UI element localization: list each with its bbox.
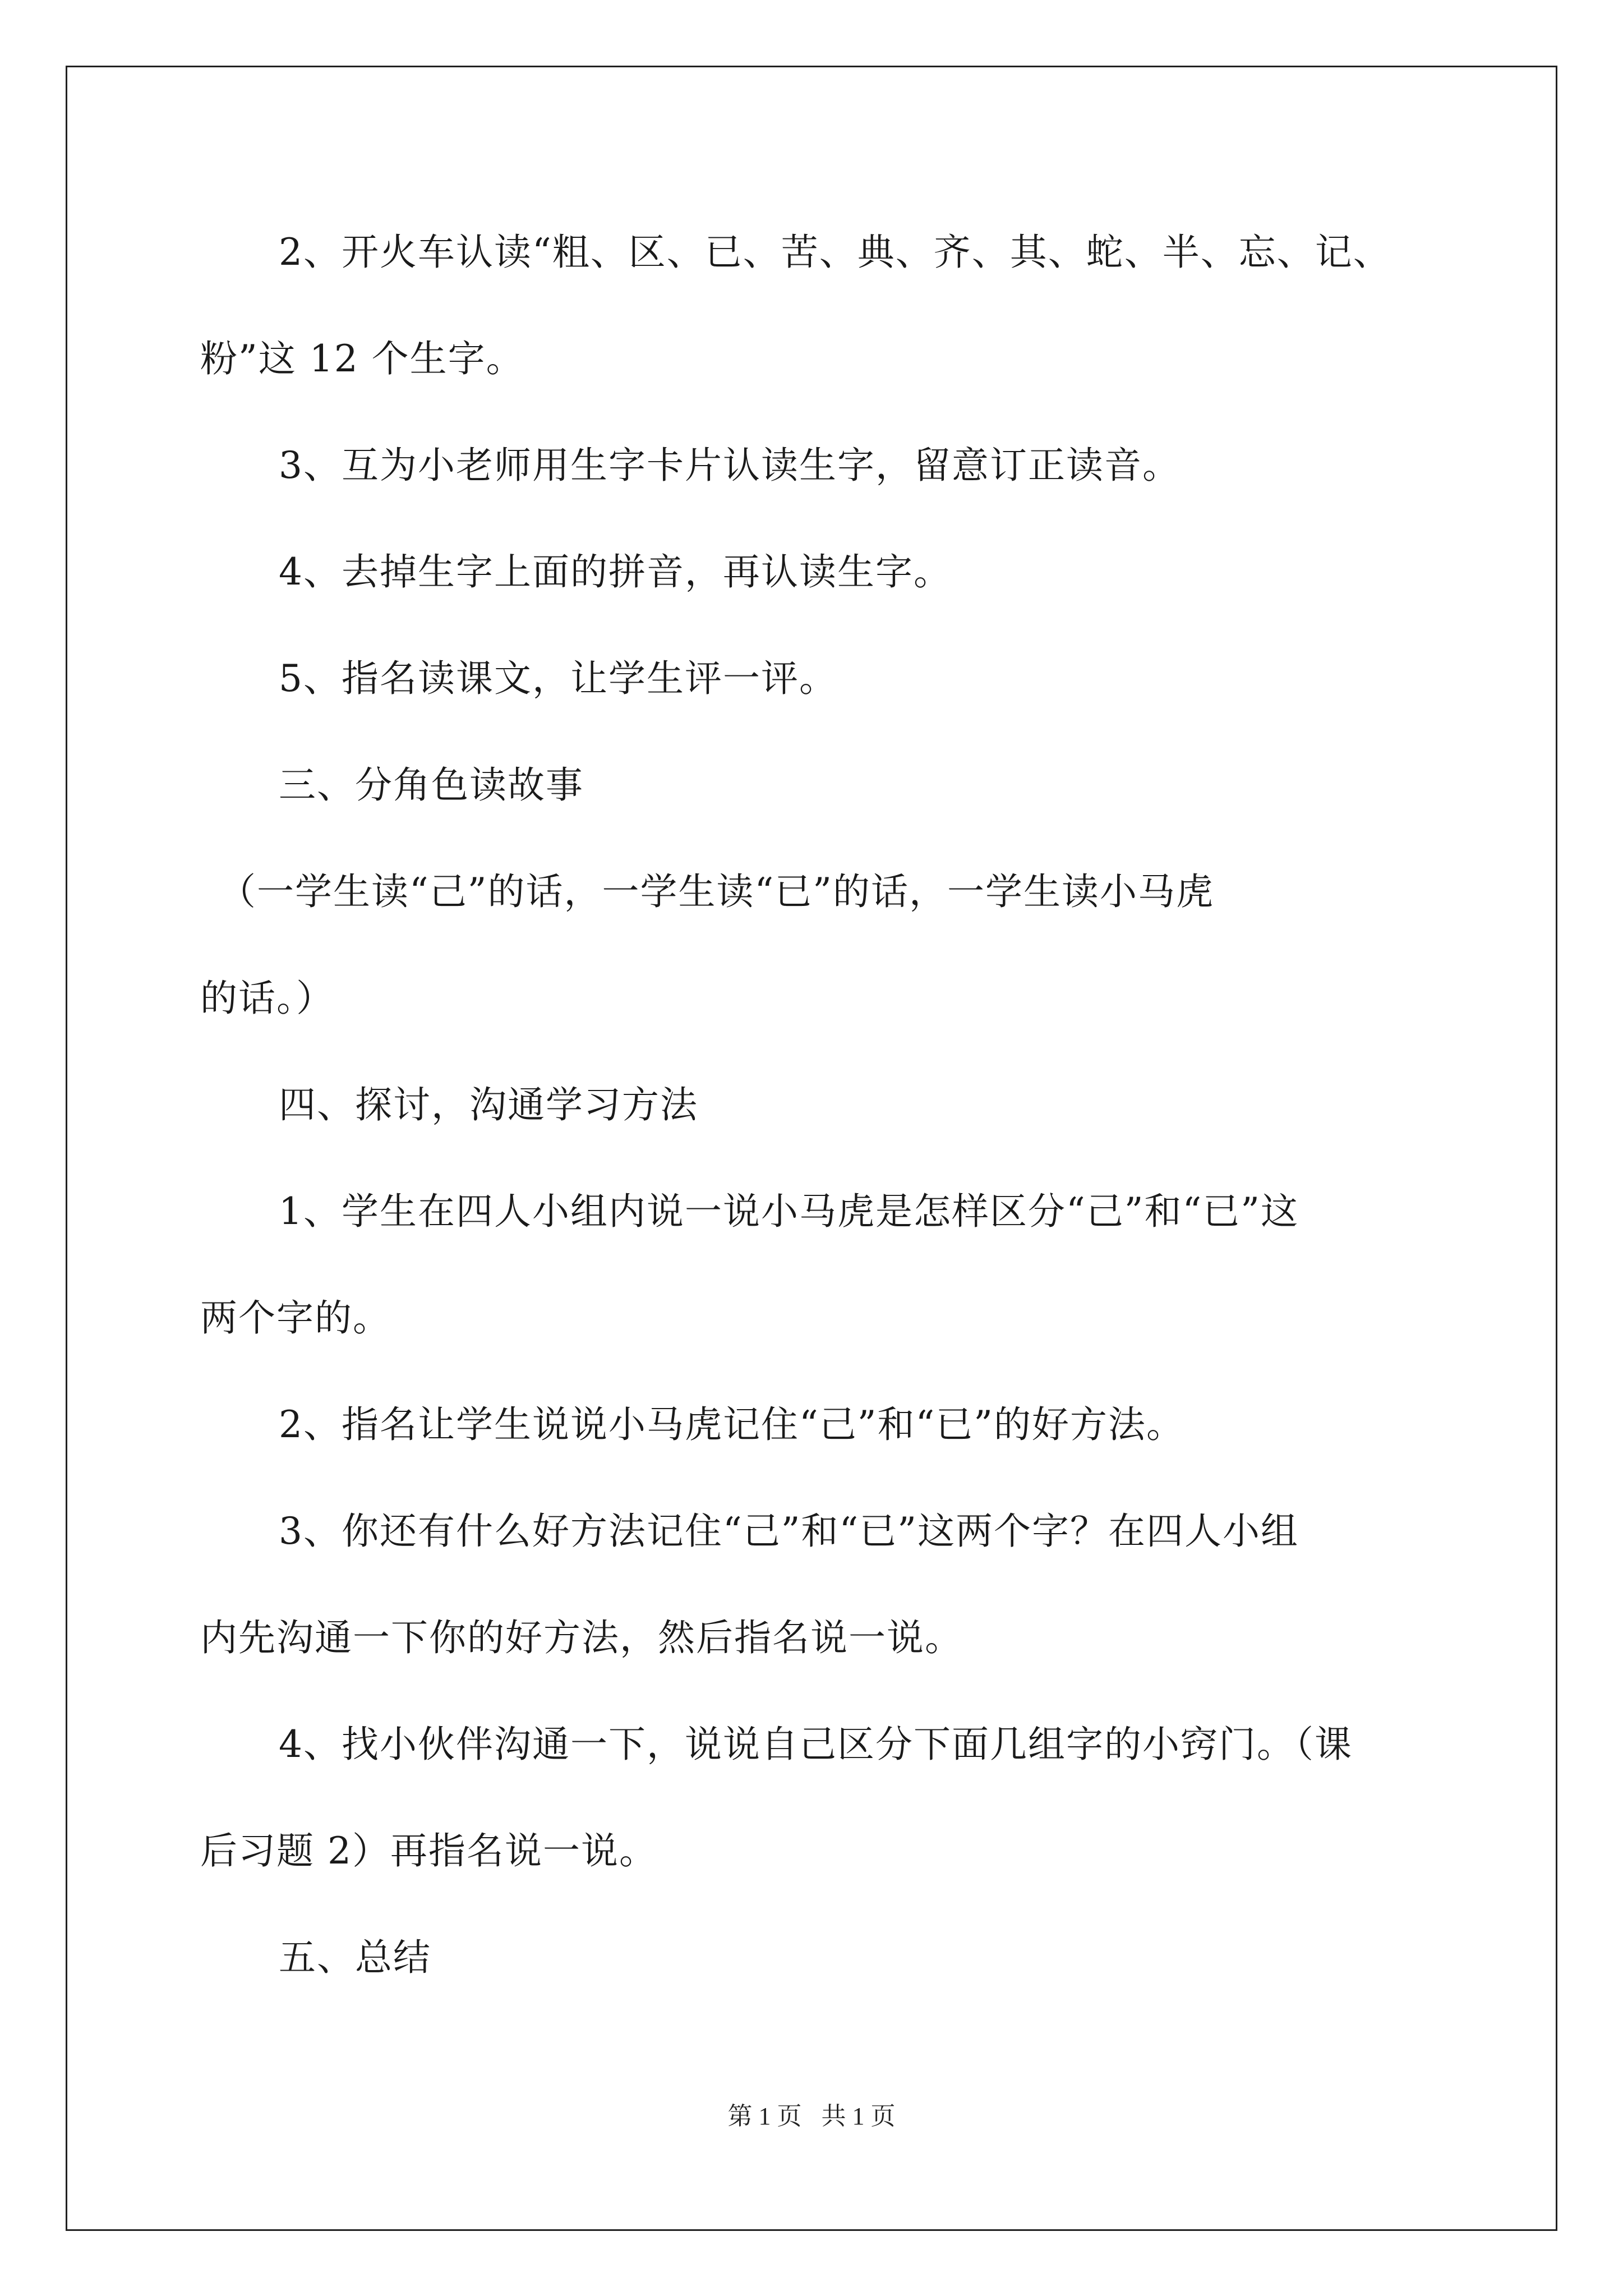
text-line: 的话。） — [200, 977, 334, 1020]
text-line: 2、开火车认读“粗、区、已、苦、典、齐、其、蛇、半、忘、记、 — [279, 231, 1391, 274]
text-line: 后习题 2）再指名说一说。 — [200, 1829, 657, 1872]
section-heading: 四、探讨，沟通学习方法 — [279, 1083, 698, 1126]
text-line: 5、指名读课文，让学生评一评。 — [279, 657, 837, 700]
text-line: 两个字的。 — [200, 1296, 391, 1340]
text-line: 4、去掉生字上面的拼音，再认读生字。 — [279, 550, 952, 593]
page-total: 共 1 页 — [821, 2102, 896, 2130]
section-heading: 三、分角色读故事 — [279, 763, 584, 807]
text-line: 粉”这 12 个生字。 — [200, 337, 524, 380]
page-footer — [0, 2101, 1623, 2132]
text-line: 3、你还有什么好方法记住“己”和“已”这两个字？在四人小组 — [279, 1510, 1299, 1553]
text-line: 3、互为小老师用生字卡片认读生字，留意订正读音。 — [279, 444, 1181, 487]
page-number: 第 1 页 — [727, 2102, 802, 2130]
section-heading: 五、总结 — [279, 1936, 431, 1979]
text-line: 内先沟通一下你的好方法，然后指名说一说。 — [200, 1616, 963, 1659]
page-frame — [66, 66, 1557, 2231]
text-line: （一学生读“己”的话，一学生读“已”的话，一学生读小马虎 — [219, 870, 1214, 913]
text-line: 2、指名让学生说说小马虎记住“己”和“已”的好方法。 — [279, 1403, 1184, 1446]
text-line: 1、学生在四人小组内说一说小马虎是怎样区分“己”和“已”这 — [279, 1190, 1299, 1233]
text-line: 4、找小伙伴沟通一下，说说自己区分下面几组字的小窍门。（课 — [279, 1723, 1353, 1766]
